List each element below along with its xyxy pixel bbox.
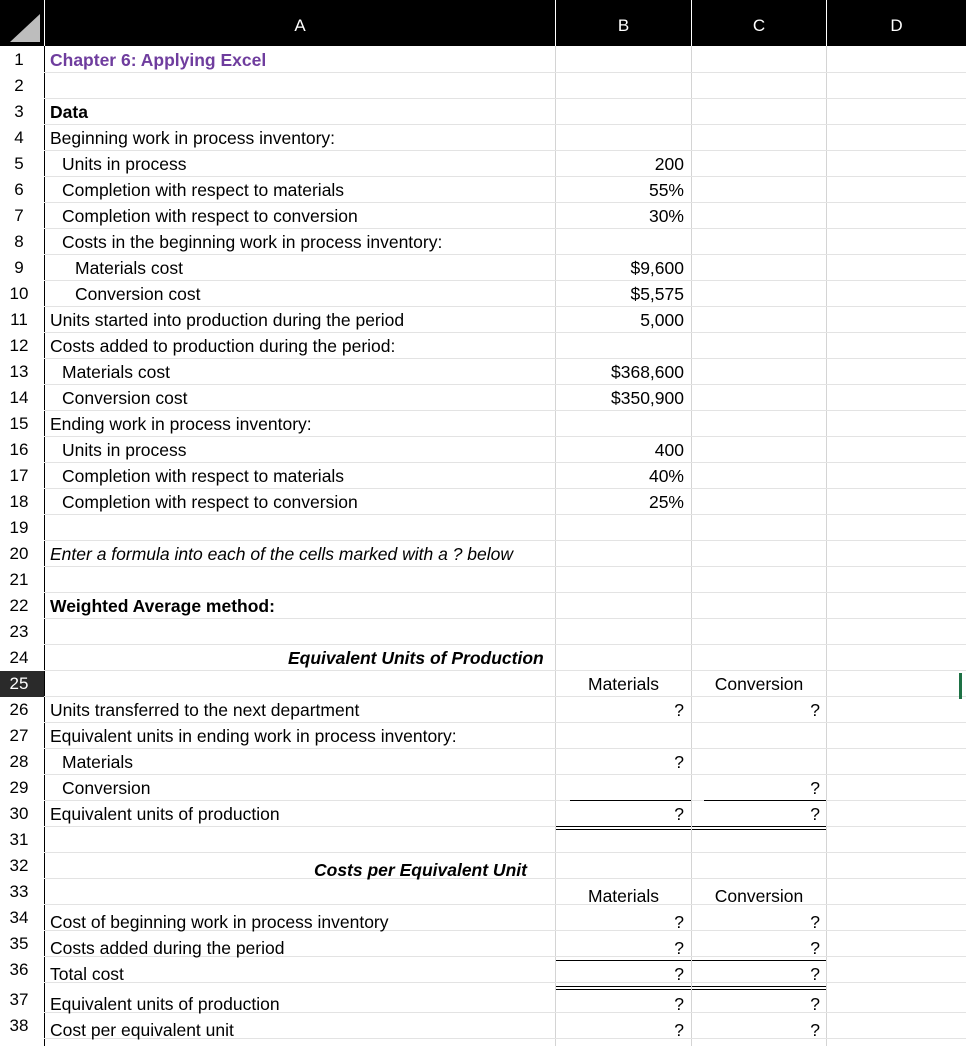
added-materials-label[interactable]: Materials cost [62,361,170,382]
row-header[interactable]: 28 [9,752,29,771]
row-header[interactable]: 31 [9,830,29,849]
row-header[interactable]: 18 [9,492,29,511]
instruction-text[interactable]: Enter a formula into each of the cells marked with a ? below [50,543,514,564]
beginning-cost-label[interactable]: Cost of beginning work in process inventory [50,911,389,932]
row-header[interactable]: 35 [9,934,29,953]
select-all-corner[interactable] [0,0,44,46]
eu-production-label[interactable]: Equivalent units of production [50,803,280,824]
sheet-title[interactable]: Chapter 6: Applying Excel [50,49,267,70]
ending-wip-label[interactable]: Ending work in process inventory: [50,413,312,434]
row-header[interactable]: 3 [14,102,24,121]
column-header-a[interactable]: A [45,0,555,46]
ending-conversion-cell[interactable]: ? [810,777,820,798]
row-header[interactable]: 37 [9,990,29,1009]
units-started-label[interactable]: Units started into production during the period [50,309,405,330]
completion-conversion-label[interactable]: Completion with respect to conversion [62,205,358,226]
units-transferred-materials-cell[interactable]: ? [674,699,684,720]
row-header[interactable]: 19 [9,518,29,537]
ending-materials-cell[interactable]: ? [674,751,684,772]
row-header[interactable]: 22 [9,596,29,615]
row-header[interactable]: 26 [9,700,29,719]
row-header[interactable]: 13 [9,362,29,381]
total-cost-materials-cell[interactable]: ? [674,963,684,984]
row-header[interactable]: 5 [14,154,24,173]
total-cost-label[interactable]: Total cost [50,963,124,984]
row-header[interactable]: 30 [9,804,29,823]
equivalent-units-heading[interactable]: Equivalent Units of Production [288,647,544,668]
row-header[interactable]: 17 [9,466,29,485]
row-header[interactable]: 38 [9,1016,29,1035]
cpu-equivalent-units-label[interactable]: Equivalent units of production [50,993,280,1014]
units-transferred-label[interactable]: Units transferred to the next department [50,699,360,720]
row-header[interactable]: 2 [14,76,24,95]
costs-beginning-label[interactable]: Costs in the beginning work in process inventory: [62,231,443,252]
costs-added-materials-cell[interactable]: ? [674,937,684,958]
data-heading[interactable]: Data [50,101,88,122]
eu-materials-column-label[interactable]: Materials [588,673,659,694]
row-header[interactable]: 14 [9,388,29,407]
ending-units-value[interactable]: 400 [654,439,684,460]
row-header[interactable]: 9 [14,258,24,277]
row-gridline [44,774,966,775]
total-cost-conversion-double-rule [692,986,826,990]
cost-per-unit-materials-cell[interactable]: ? [674,1019,684,1040]
conversion-total-double-rule [692,826,826,830]
row-header[interactable]: 10 [9,284,29,303]
column-header-d[interactable]: D [827,0,966,46]
added-conversion-value[interactable]: $350,900 [611,387,684,408]
row-gridline [44,982,966,983]
row-header[interactable]: 7 [14,206,24,225]
materials-cost-label[interactable]: Materials cost [75,257,183,278]
units-in-process-label[interactable]: Units in process [62,153,187,174]
ending-materials-label[interactable]: Materials [62,751,133,772]
row-header[interactable]: 34 [9,908,29,927]
ending-completion-conversion-label[interactable]: Completion with respect to conversion [62,491,358,512]
ending-wip-equivalent-label[interactable]: Equivalent units in ending work in process inventory: [50,725,457,746]
row-header[interactable]: 4 [14,128,24,147]
completion-materials-value[interactable]: 55% [648,179,684,200]
eu-production-materials-cell[interactable]: ? [674,803,684,824]
row-gridline [44,98,966,99]
method-heading[interactable]: Weighted Average method: [50,595,275,616]
row-header[interactable]: 12 [9,336,29,355]
added-materials-value[interactable]: $368,600 [611,361,684,382]
column-header-b[interactable]: B [556,0,691,46]
ending-units-label[interactable]: Units in process [62,439,187,460]
row-header[interactable]: 24 [9,648,29,667]
eu-production-conversion-cell[interactable]: ? [810,803,820,824]
total-cost-materials-double-rule [556,986,691,990]
select-all-triangle-icon [10,14,40,42]
row-header[interactable]: 25 [0,671,44,697]
cost-per-unit-conversion-cell[interactable]: ? [810,1019,820,1040]
row-header[interactable]: 36 [9,960,29,979]
completion-materials-label[interactable]: Completion with respect to materials [62,179,345,200]
row-header[interactable]: 21 [9,570,29,589]
materials-cost-value[interactable]: $9,600 [630,257,684,278]
row-header[interactable]: 1 [14,50,24,69]
costs-added-label[interactable]: Costs added to production during the period: [50,335,396,356]
row-header[interactable]: 20 [9,544,29,563]
total-cost-conversion-cell[interactable]: ? [810,963,820,984]
cpu-equivalent-units-materials-cell[interactable]: ? [674,993,684,1014]
cpu-conversion-column-label[interactable]: Conversion [714,885,804,906]
ending-conversion-label[interactable]: Conversion [62,777,151,798]
selection-indicator [959,673,962,699]
row-header[interactable]: 8 [14,232,24,251]
ending-completion-materials-label[interactable]: Completion with respect to materials [62,465,345,486]
beginning-wip-label[interactable]: Beginning work in process inventory: [50,127,336,148]
cpu-equivalent-units-conversion-cell[interactable]: ? [810,993,820,1014]
row-gridline [44,852,966,853]
units-transferred-conversion-cell[interactable]: ? [810,699,820,720]
row-header[interactable]: 29 [9,778,29,797]
cost-per-unit-heading[interactable]: Costs per Equivalent Unit [314,859,527,880]
cpu-materials-column-label[interactable]: Materials [588,885,659,906]
row-header[interactable]: 27 [9,726,29,745]
materials-total-double-rule [556,826,691,830]
row-gridline [44,904,966,905]
added-conversion-label[interactable]: Conversion cost [62,387,188,408]
row-header[interactable]: 11 [10,310,28,329]
row-header[interactable]: 32 [9,856,29,875]
ending-completion-conversion-value[interactable]: 25% [648,491,684,512]
cost-per-unit-label[interactable]: Cost per equivalent unit [50,1019,234,1040]
eu-conversion-column-label[interactable]: Conversion [714,673,804,694]
row-header[interactable]: 15 [9,414,29,433]
conversion-cost-value[interactable]: $5,575 [630,283,684,304]
beginning-cost-conversion-cell[interactable]: ? [810,911,820,932]
conversion-cost-label[interactable]: Conversion cost [75,283,201,304]
units-in-process-value[interactable]: 200 [654,153,684,174]
row-header[interactable]: 33 [9,882,29,901]
ending-completion-materials-value[interactable]: 40% [648,465,684,486]
units-started-value[interactable]: 5,000 [640,309,684,330]
beginning-cost-materials-cell[interactable]: ? [674,911,684,932]
costs-added-conversion-cell[interactable]: ? [810,937,820,958]
row-header[interactable]: 6 [14,180,24,199]
column-header-c[interactable]: C [692,0,826,46]
costs-added-period-label[interactable]: Costs added during the period [50,937,285,958]
row-header[interactable]: 23 [9,622,29,641]
row-header[interactable]: 16 [9,440,29,459]
completion-conversion-value[interactable]: 30% [648,205,684,226]
